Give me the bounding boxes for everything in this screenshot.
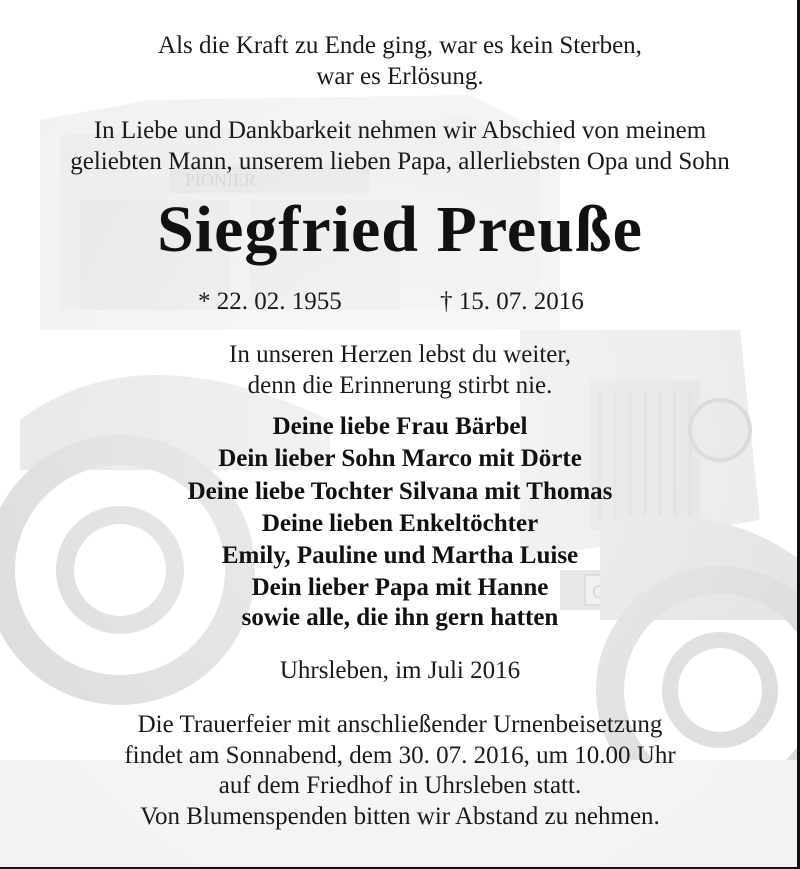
verse-line-1: In unseren Herzen lebst du weiter, bbox=[229, 341, 571, 368]
funeral-line: findet am Sonnabend, dem 30. 07. 2016, um 10.00 Uhr bbox=[124, 742, 676, 769]
intro-line-1: In Liebe und Dankbarkeit nehmen wir Abschied von meinem bbox=[93, 117, 707, 144]
funeral-line: auf dem Friedhof in Uhrsleben statt. bbox=[218, 772, 582, 799]
intro-line-2: geliebten Mann, unserem lieben Papa, allerliebsten Opa und Sohn bbox=[70, 148, 730, 175]
verse-line-2: denn die Erinnerung stirbt nie. bbox=[247, 372, 553, 399]
funeral-line: Von Blumenspenden bitten wir Abstand zu nehmen. bbox=[140, 803, 660, 830]
family-line: Deine liebe Frau Bärbel bbox=[272, 413, 528, 440]
family-line: Dein lieber Sohn Marco mit Dörte bbox=[218, 445, 582, 472]
quote-line-2: war es Erlösung. bbox=[316, 63, 484, 90]
quote-line-1: Als die Kraft zu Ende ging, war es kein Sterben, bbox=[158, 32, 642, 59]
birth-date: * 22. 02. 1955 bbox=[198, 288, 342, 315]
family-line: Emily, Pauline und Martha Luise bbox=[221, 542, 579, 569]
family-line: sowie alle, die ihn gern hatten bbox=[241, 604, 559, 631]
deceased-name: Siegfried Preuße bbox=[157, 193, 643, 266]
family-line: Dein lieber Papa mit Hanne bbox=[251, 574, 549, 601]
death-date: † 15. 07. 2016 bbox=[440, 288, 584, 315]
place-date: Uhrsleben, im Juli 2016 bbox=[279, 657, 521, 684]
family-line: Deine liebe Tochter Silvana mit Thomas bbox=[187, 478, 613, 505]
funeral-line: Die Trauerfeier mit anschließender Urnenbeisetzung bbox=[137, 711, 663, 738]
family-line: Deine lieben Enkeltöchter bbox=[261, 510, 539, 537]
